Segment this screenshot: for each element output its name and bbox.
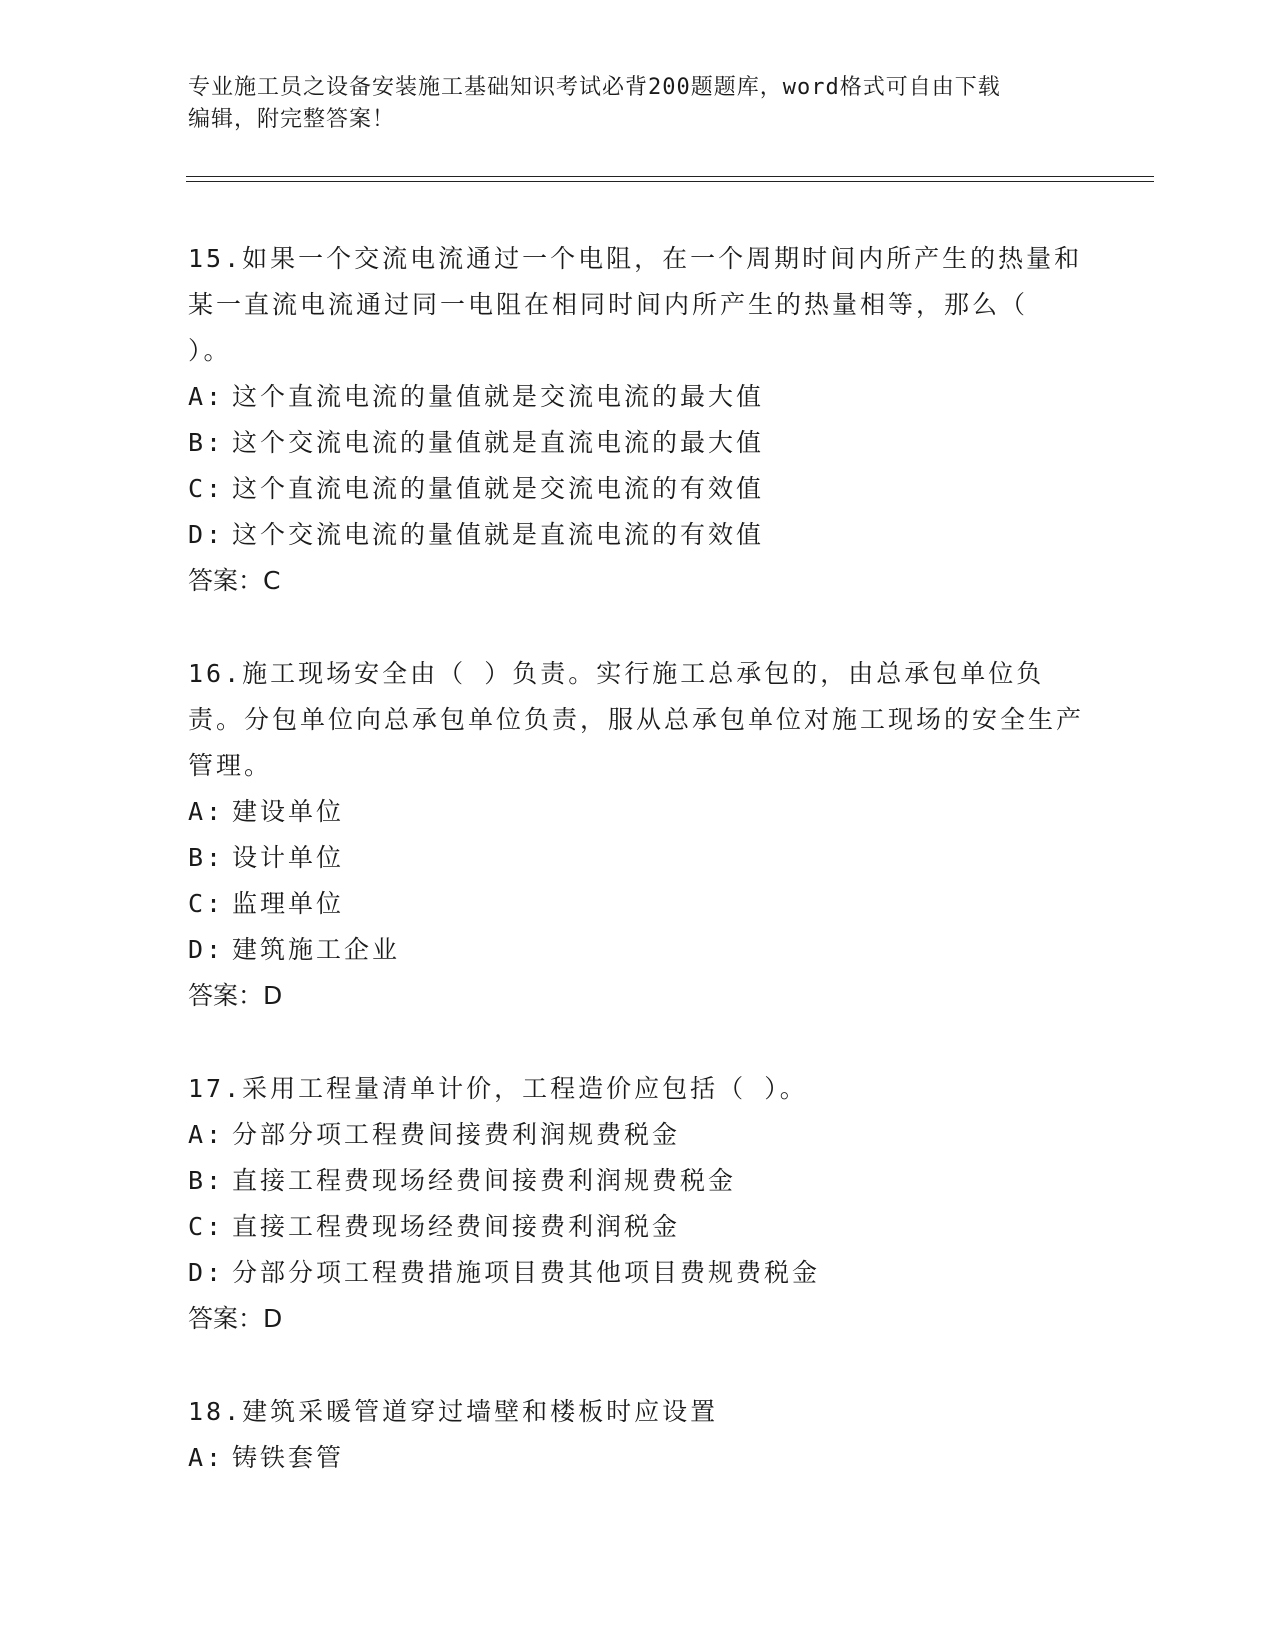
option-letter: B: <box>188 1166 225 1195</box>
option-letter: D: <box>188 935 225 964</box>
question-17 <box>188 1066 1088 1342</box>
option-a <box>188 789 1088 835</box>
answer-line: 答案：C <box>188 566 281 595</box>
option-a <box>188 1112 1088 1158</box>
question-text: 施工现场安全由（ ）负责。实行施工总承包的，由总承包单位负责。分包单位向总承包单位负责，服从总承包单位对施工现场的安全生产管理。 <box>188 659 1085 780</box>
question-list <box>188 236 1088 1528</box>
option-letter: C: <box>188 474 225 503</box>
option-d <box>188 927 1088 973</box>
question-16 <box>188 651 1088 1019</box>
question-stem <box>188 651 1088 789</box>
option-letter: C: <box>188 889 225 918</box>
option-text: 建设单位 <box>232 797 345 826</box>
question-number: 15. <box>188 244 243 273</box>
option-text: 建筑施工企业 <box>232 935 401 964</box>
question-text: 如果一个交流电流通过一个电阻，在一个周期时间内所产生的热量和某一直流电流通过同一电阻在相同时间内所产生的热量相等，那么（ ）。 <box>188 244 1083 365</box>
header-line-1: 专业施工员之设备安装施工基础知识考试必背200题题库，word格式可自由下载 <box>188 75 1001 100</box>
question-text: 采用工程量清单计价，工程造价应包括（ ）。 <box>242 1074 808 1103</box>
option-letter: A: <box>188 797 225 826</box>
option-a <box>188 1435 1088 1481</box>
option-c <box>188 1204 1088 1250</box>
option-letter: A: <box>188 1120 225 1149</box>
option-text: 铸铁套管 <box>232 1443 345 1472</box>
option-text: 直接工程费现场经费间接费利润税金 <box>232 1212 681 1241</box>
question-15 <box>188 236 1088 604</box>
header-divider-bottom <box>186 181 1154 182</box>
question-text: 建筑采暖管道穿过墙壁和楼板时应设置 <box>242 1397 719 1426</box>
option-a <box>188 374 1088 420</box>
option-letter: D: <box>188 520 225 549</box>
question-18 <box>188 1389 1088 1481</box>
option-c <box>188 466 1088 512</box>
answer-line: 答案：D <box>188 981 283 1010</box>
option-letter: A: <box>188 382 225 411</box>
answer-line: 答案：D <box>188 1304 283 1333</box>
header-divider-top <box>186 176 1154 177</box>
option-text: 设计单位 <box>232 843 345 872</box>
option-letter: C: <box>188 1212 225 1241</box>
document-header <box>188 72 1068 136</box>
option-letter: B: <box>188 428 225 457</box>
option-text: 这个直流电流的量值就是交流电流的最大值 <box>232 382 765 411</box>
option-text: 监理单位 <box>232 889 345 918</box>
option-text: 这个直流电流的量值就是交流电流的有效值 <box>232 474 765 503</box>
option-letter: D: <box>188 1258 225 1287</box>
header-line-2: 编辑，附完整答案！ <box>188 107 396 132</box>
option-letter: B: <box>188 843 225 872</box>
option-d <box>188 512 1088 558</box>
option-text: 直接工程费现场经费间接费利润规费税金 <box>232 1166 737 1195</box>
question-stem <box>188 1066 1088 1112</box>
option-b <box>188 420 1088 466</box>
question-number: 18. <box>188 1397 243 1426</box>
option-letter: A: <box>188 1443 225 1472</box>
option-text: 分部分项工程费间接费利润规费税金 <box>232 1120 681 1149</box>
question-stem <box>188 236 1088 374</box>
question-stem <box>188 1389 1088 1435</box>
option-c <box>188 881 1088 927</box>
option-d <box>188 1250 1088 1296</box>
option-text: 这个交流电流的量值就是直流电流的有效值 <box>232 520 765 549</box>
option-text: 分部分项工程费措施项目费其他项目费规费税金 <box>232 1258 821 1287</box>
question-number: 16. <box>188 659 243 688</box>
option-text: 这个交流电流的量值就是直流电流的最大值 <box>232 428 765 457</box>
question-number: 17. <box>188 1074 243 1103</box>
option-b <box>188 835 1088 881</box>
option-b <box>188 1158 1088 1204</box>
